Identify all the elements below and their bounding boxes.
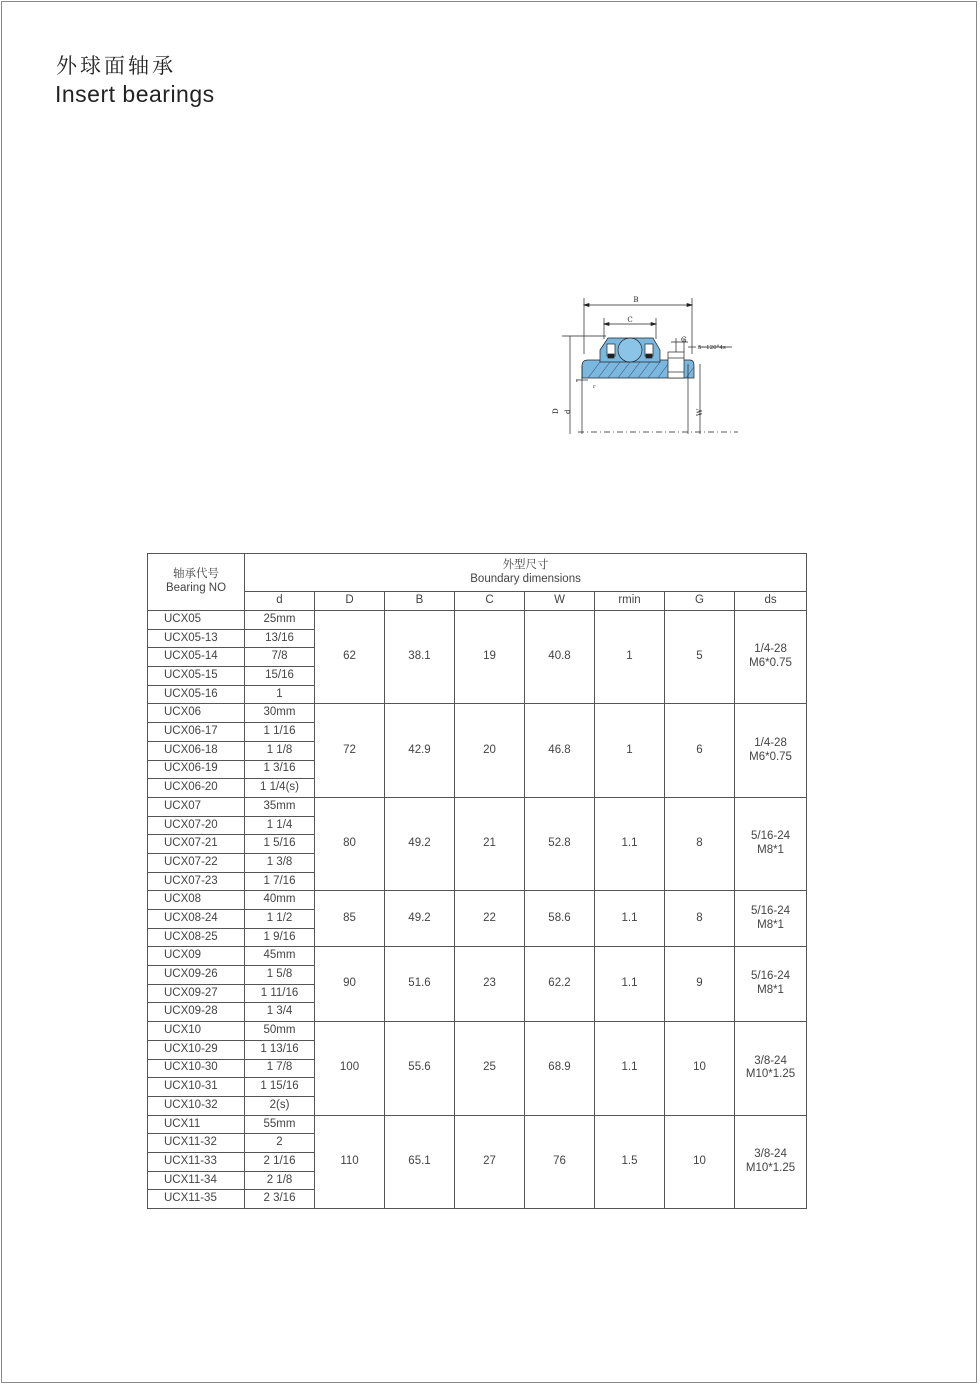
label-r-inner: r — [593, 384, 596, 390]
bore-d-cell: 1 13/16 — [245, 1040, 315, 1059]
ds-cell — [735, 797, 807, 890]
bore-d-cell: 1 5/8 — [245, 966, 315, 985]
table-row — [148, 611, 807, 630]
bearing-no-cell: UCX06-19 — [148, 760, 245, 779]
rmin-cell: 1 — [595, 704, 665, 797]
bore-d-cell: 15/16 — [245, 667, 315, 686]
bore-d-cell: 25mm — [245, 611, 315, 630]
bearing-no-cell: UCX11-35 — [148, 1190, 245, 1209]
bearing-no-cell: UCX05-14 — [148, 648, 245, 667]
bearing-no-cell: UCX11-32 — [148, 1134, 245, 1153]
w-cell: 40.8 — [525, 611, 595, 704]
dims-header-en: Boundary dimensions — [470, 572, 581, 585]
bearing-no-cell: UCX06 — [148, 704, 245, 723]
b-cell: 49.2 — [385, 891, 455, 947]
ds-cell — [735, 891, 807, 947]
bearing-no-header — [148, 554, 245, 611]
bearing-no-cell: UCX10-30 — [148, 1059, 245, 1078]
ds-thread-metric: M8*1 — [757, 984, 784, 997]
ds-thread-metric: M10*1.25 — [745, 1068, 796, 1081]
label-angle: 5~120°4s — [698, 345, 726, 351]
bore-d-cell: 50mm — [245, 1022, 315, 1041]
w-cell: 58.6 — [525, 891, 595, 947]
bearing-cross-section-diagram — [548, 294, 740, 436]
bearing-no-cell: UCX10 — [148, 1022, 245, 1041]
outer-d-cell: 85 — [315, 891, 385, 947]
label-g: G — [681, 336, 687, 344]
outer-d-cell: 72 — [315, 704, 385, 797]
col-header-d: d — [245, 592, 315, 611]
col-header-w: W — [525, 592, 595, 611]
ds-thread-inch: 1/4-28 — [754, 736, 787, 749]
bore-d-cell: 1 11/16 — [245, 984, 315, 1003]
label-c: C — [627, 316, 633, 324]
rmin-cell: 1.1 — [595, 947, 665, 1022]
bore-d-cell: 1 1/16 — [245, 723, 315, 742]
rmin-cell: 1.1 — [595, 797, 665, 890]
c-cell: 20 — [455, 704, 525, 797]
ds-cell — [735, 1115, 807, 1208]
g-cell: 9 — [665, 947, 735, 1022]
bearing-no-header-en: Bearing NO — [165, 582, 227, 594]
ds-cell — [735, 704, 807, 797]
bearing-no-cell: UCX09-26 — [148, 966, 245, 985]
bore-d-cell: 2 — [245, 1134, 315, 1153]
label-r-outer: r — [576, 378, 579, 384]
dims-header-cn: 外型尺寸 — [502, 558, 549, 571]
w-cell: 68.9 — [525, 1022, 595, 1115]
page-title-chinese: 外球面轴承 — [56, 54, 176, 78]
bearing-no-cell: UCX07-22 — [148, 853, 245, 872]
g-cell: 6 — [665, 704, 735, 797]
bore-d-cell: 2(s) — [245, 1096, 315, 1115]
w-cell: 52.8 — [525, 797, 595, 890]
g-cell: 8 — [665, 797, 735, 890]
outer-d-cell: 110 — [315, 1115, 385, 1208]
c-cell: 25 — [455, 1022, 525, 1115]
c-cell: 22 — [455, 891, 525, 947]
table-row — [148, 1022, 807, 1041]
bore-d-cell: 35mm — [245, 797, 315, 816]
bore-d-cell: 7/8 — [245, 648, 315, 667]
rmin-cell: 1 — [595, 611, 665, 704]
bearing-no-cell: UCX09-27 — [148, 984, 245, 1003]
table-row — [148, 891, 807, 910]
ds-thread-inch: 5/16-24 — [751, 970, 791, 983]
bore-d-cell: 1 7/8 — [245, 1059, 315, 1078]
bore-d-cell: 2 1/16 — [245, 1152, 315, 1171]
bearing-spec-table — [147, 553, 807, 1209]
table-row — [148, 1115, 807, 1134]
w-cell: 46.8 — [525, 704, 595, 797]
ds-thread-metric: M8*1 — [757, 918, 784, 931]
rmin-cell: 1.1 — [595, 1022, 665, 1115]
ds-thread-inch: 1/4-28 — [754, 643, 787, 656]
w-cell: 76 — [525, 1115, 595, 1208]
bore-d-cell: 2 1/8 — [245, 1171, 315, 1190]
outer-d-cell: 100 — [315, 1022, 385, 1115]
bearing-no-cell: UCX11-33 — [148, 1152, 245, 1171]
bore-d-cell: 1 1/4 — [245, 816, 315, 835]
table-row — [148, 797, 807, 816]
col-header-outer-d: D — [315, 592, 385, 611]
bearing-no-cell: UCX06-17 — [148, 723, 245, 742]
outer-d-cell: 80 — [315, 797, 385, 890]
b-cell: 42.9 — [385, 704, 455, 797]
label-d-bore: d — [564, 409, 572, 414]
ds-thread-metric: M6*0.75 — [749, 657, 792, 670]
bore-d-cell: 40mm — [245, 891, 315, 910]
bearing-no-cell: UCX06-18 — [148, 741, 245, 760]
bore-d-cell: 1 9/16 — [245, 928, 315, 947]
bearing-no-cell: UCX11-34 — [148, 1171, 245, 1190]
bearing-no-cell: UCX07-20 — [148, 816, 245, 835]
bore-d-cell: 1 15/16 — [245, 1078, 315, 1097]
ds-thread-metric: M8*1 — [757, 844, 784, 857]
ds-thread-metric: M10*1.25 — [745, 1161, 796, 1174]
bore-d-cell: 30mm — [245, 704, 315, 723]
g-cell: 10 — [665, 1115, 735, 1208]
g-cell: 5 — [665, 611, 735, 704]
bearing-no-cell: UCX05 — [148, 611, 245, 630]
bore-d-cell: 2 3/16 — [245, 1190, 315, 1209]
bearing-no-cell: UCX05-13 — [148, 629, 245, 648]
outer-d-cell: 90 — [315, 947, 385, 1022]
bearing-no-cell: UCX10-29 — [148, 1040, 245, 1059]
c-cell: 21 — [455, 797, 525, 890]
g-cell: 10 — [665, 1022, 735, 1115]
bore-d-cell: 1 1/8 — [245, 741, 315, 760]
bore-d-cell: 1 7/16 — [245, 872, 315, 891]
c-cell: 23 — [455, 947, 525, 1022]
bearing-no-cell: UCX08-24 — [148, 910, 245, 929]
bearing-no-cell: UCX07-21 — [148, 835, 245, 854]
label-d-outer: D — [552, 408, 560, 414]
table-row — [148, 704, 807, 723]
ds-cell — [735, 1022, 807, 1115]
ds-thread-inch: 5/16-24 — [751, 905, 791, 918]
w-cell: 62.2 — [525, 947, 595, 1022]
b-cell: 55.6 — [385, 1022, 455, 1115]
rmin-cell: 1.1 — [595, 891, 665, 947]
bearing-no-cell: UCX07 — [148, 797, 245, 816]
bore-d-cell: 1 1/4(s) — [245, 779, 315, 798]
bearing-no-cell: UCX06-20 — [148, 779, 245, 798]
col-header-ds: ds — [735, 592, 807, 611]
bore-d-cell: 1 3/16 — [245, 760, 315, 779]
bore-d-cell: 1 3/8 — [245, 853, 315, 872]
bearing-no-cell: UCX08 — [148, 891, 245, 910]
table-row — [148, 947, 807, 966]
ds-thread-inch: 3/8-24 — [754, 1054, 787, 1067]
g-cell: 8 — [665, 891, 735, 947]
boundary-dimensions-header — [245, 554, 807, 592]
b-cell: 65.1 — [385, 1115, 455, 1208]
b-cell: 49.2 — [385, 797, 455, 890]
col-header-c: C — [455, 592, 525, 611]
col-header-g: G — [665, 592, 735, 611]
ds-cell — [735, 947, 807, 1022]
bearing-no-header-cn: 轴承代号 — [173, 568, 219, 581]
bore-d-cell: 1 1/2 — [245, 910, 315, 929]
label-w: W — [696, 408, 704, 416]
bore-d-cell: 1 — [245, 685, 315, 704]
bore-d-cell: 1 5/16 — [245, 835, 315, 854]
bearing-no-cell: UCX10-32 — [148, 1096, 245, 1115]
bore-d-cell: 55mm — [245, 1115, 315, 1134]
bearing-no-cell: UCX07-23 — [148, 872, 245, 891]
bearing-no-cell: UCX05-16 — [148, 685, 245, 704]
bearing-no-cell: UCX08-25 — [148, 928, 245, 947]
bearing-no-cell: UCX05-15 — [148, 667, 245, 686]
c-cell: 27 — [455, 1115, 525, 1208]
rmin-cell: 1.5 — [595, 1115, 665, 1208]
ds-thread-inch: 3/8-24 — [754, 1147, 787, 1160]
bearing-no-cell: UCX11 — [148, 1115, 245, 1134]
ds-thread-inch: 5/16-24 — [751, 830, 791, 843]
b-cell: 51.6 — [385, 947, 455, 1022]
page-title-english: Insert bearings — [55, 81, 215, 107]
outer-d-cell: 62 — [315, 611, 385, 704]
col-header-b: B — [385, 592, 455, 611]
bearing-no-cell: UCX10-31 — [148, 1078, 245, 1097]
ds-cell — [735, 611, 807, 704]
bearing-no-cell: UCX09 — [148, 947, 245, 966]
b-cell: 38.1 — [385, 611, 455, 704]
bore-d-cell: 1 3/4 — [245, 1003, 315, 1022]
label-b: B — [633, 296, 639, 304]
ds-thread-metric: M6*0.75 — [749, 750, 792, 763]
bore-d-cell: 45mm — [245, 947, 315, 966]
c-cell: 19 — [455, 611, 525, 704]
col-header-rmin: rmin — [595, 592, 665, 611]
bore-d-cell: 13/16 — [245, 629, 315, 648]
bearing-no-cell: UCX09-28 — [148, 1003, 245, 1022]
